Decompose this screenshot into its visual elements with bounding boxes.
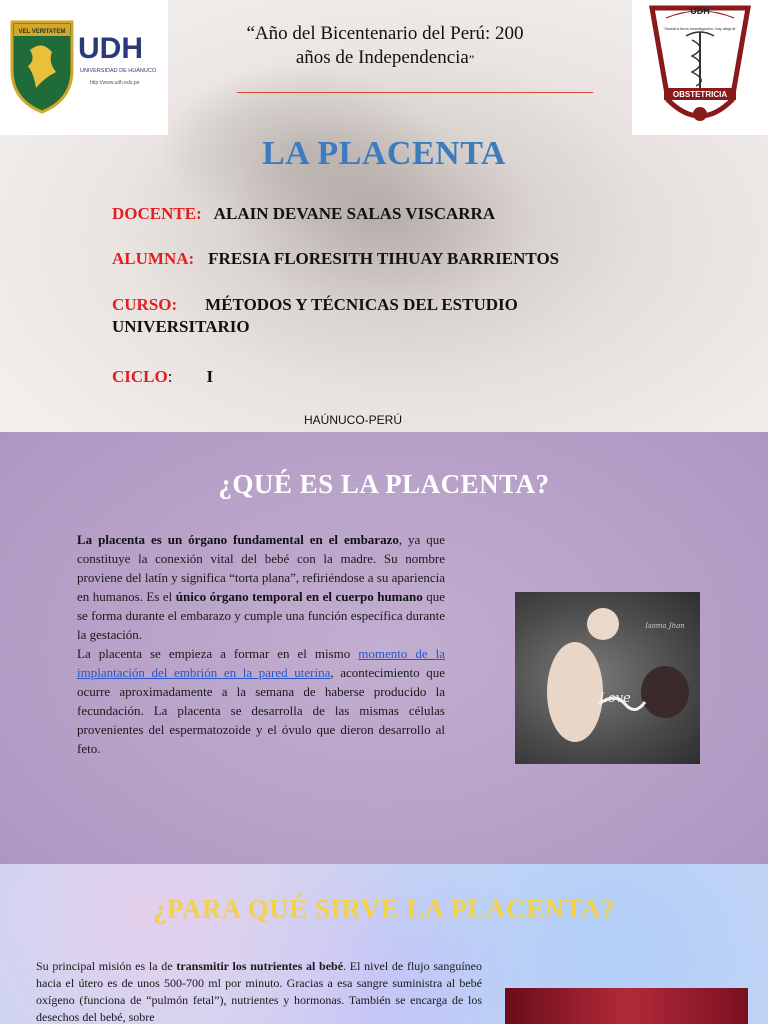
ciclo-colon: : [167, 367, 173, 386]
alumna-label: ALUMNA: [112, 249, 195, 268]
bicentenary-header [200, 22, 570, 71]
photo-love-text: Love [599, 691, 631, 706]
alumna-value: FRESIA FLORESITH TIHUAY BARRIENTOS [208, 249, 560, 268]
docente-label: DOCENTE: [112, 204, 202, 223]
udh-url: http://www.udh.edu.pe [90, 80, 140, 86]
obst-band-text: OBSTETRICIA [672, 90, 728, 99]
obst-arc-text: "Nuestra lema investigación, hay alegría" [663, 26, 737, 31]
header-divider [237, 92, 593, 93]
ciclo-value: I [206, 367, 214, 386]
obst-top-text: UDH [690, 6, 710, 16]
obstetricia-logo [632, 0, 768, 135]
header-line-2: años de Independencia [295, 47, 469, 68]
what-is-body [77, 530, 445, 758]
location-label: HAÚNUCO-PERÚ [303, 413, 402, 427]
purpose-photo [505, 988, 748, 1024]
ciclo-label: CICLO [112, 367, 168, 386]
p1-text-b: que se forma durante el embarazo y cumple una función específica durante la gestación. [77, 589, 445, 642]
what-is-paragraph-2 [77, 644, 445, 758]
ciclo-row [112, 366, 213, 388]
what-is-paragraph-1 [77, 530, 445, 644]
cover-slide [0, 0, 768, 432]
udh-logo [0, 0, 168, 135]
newborn-illustration-icon [515, 592, 700, 764]
cover-title: LA PLACENTA [262, 135, 506, 172]
curso-row [112, 294, 632, 338]
purpose-bold: transmitir los nutrientes al bebé [176, 959, 344, 973]
what-is-slide [0, 432, 768, 864]
header-quote-close: ” [468, 52, 475, 66]
p1-text-a: , ya que constituye la conexión vital del bebé con la madre. Su nombre proviene del latín y significa “torta plana”, refiriéndose a su apariencia en humanos. Es el [77, 532, 445, 604]
p2-text-b: , acontecimiento que ocurre aproximadamente a la semana de haberse producido la fecundación. La placenta se desarrolla de las mismas células provenientes del espermatozoide y el óvulo que dieron desarrollo al feto. [77, 665, 445, 756]
p1-bold: La placenta es un órgano fundamental en el embarazo [77, 532, 399, 547]
photo-signature: Isoma Jhan [645, 622, 685, 630]
obstetricia-emblem-icon [632, 0, 768, 135]
what-is-title: ¿QUÉ ES LA PLACENTA? [218, 469, 550, 499]
purpose-slide [0, 864, 768, 1024]
udh-motto: VEL VERITATEM [18, 29, 66, 35]
purpose-title: ¿PARA QUÉ SIRVE LA PLACENTA? [152, 894, 616, 924]
udh-name: UDH [78, 32, 143, 65]
p1-bold-2: único órgano temporal en el cuerpo humano [175, 589, 423, 604]
udh-subtitle: UNIVERSIDAD DE HUÁNUCO [80, 68, 157, 74]
curso-value: MÉTODOS Y TÉCNICAS DEL ESTUDIO UNIVERSITARIO [112, 295, 518, 336]
curso-label: CURSO: [112, 295, 178, 314]
purpose-text-b: . El nivel de flujo sanguíneo hacia el útero es de unos 500-700 ml por minuto. Gracias a esa sangre suministra al bebé oxígeno (funciona de “pulmón fetal”), nutrientes y hormonas. También se encarga de los desechos del bebé, sobre [36, 959, 482, 1024]
docente-value: ALAIN DEVANE SALAS VISCARRA [213, 204, 496, 223]
p2-text-a: La placenta se empieza a formar en el mismo [77, 646, 359, 661]
purpose-body [36, 958, 482, 1024]
newborn-placenta-photo [515, 592, 700, 764]
docente-row [112, 203, 495, 225]
implantation-link[interactable]: momento de la implantación del embrión en la pared uterina [77, 646, 445, 680]
header-line-1: “Año del Bicentenario del Perú: 200 [246, 23, 524, 44]
udh-shield-icon [0, 0, 168, 135]
purpose-text-a: Su principal misión es la de [36, 959, 177, 973]
alumna-row [112, 248, 559, 270]
